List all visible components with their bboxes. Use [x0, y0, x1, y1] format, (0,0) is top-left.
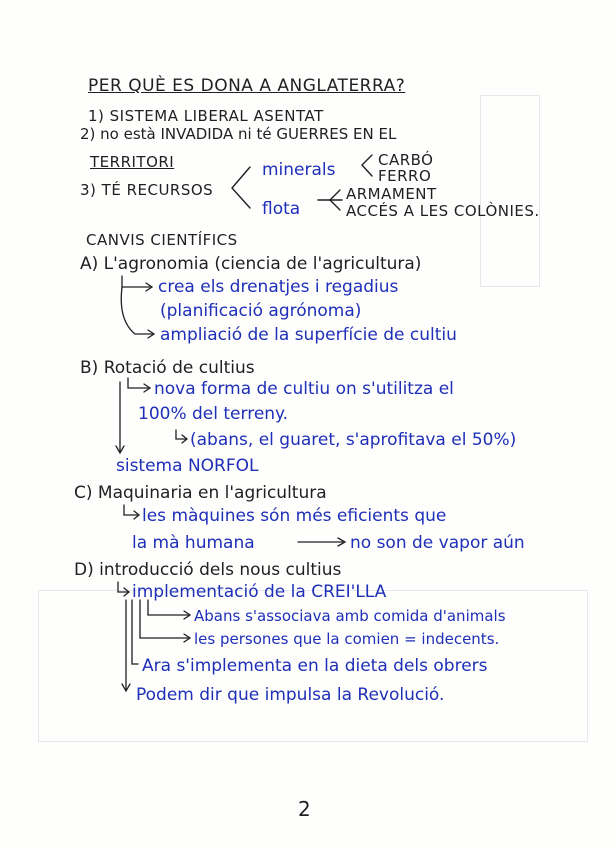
section-b-line2: 100% del terreny. [138, 404, 289, 424]
recurs-carbo: CARBÓ [378, 151, 434, 169]
section-b-line3: (abans, el guaret, s'aprofitava el 50%) [190, 430, 517, 450]
section-b-heading: B) Rotació de cultius [80, 358, 255, 378]
reason-2-cont: TERRITORI [90, 153, 175, 171]
section-c-heading: C) Maquinaria en l'agricultura [74, 483, 327, 503]
section-d-heading: D) introducció dels nous cultius [74, 560, 342, 580]
reason-2: 2) no està INVADIDA ni té GUERRES EN EL [80, 125, 397, 143]
section-title: CANVIS CIENTÍFICS [86, 231, 238, 249]
section-b-line1: nova forma de cultiu on s'utilitza el [154, 379, 454, 399]
section-d-line4: Ara s'implementa en la dieta dels obrers [142, 656, 488, 676]
reason-3: 3) TÉ RECURSOS [80, 181, 214, 199]
reason-1: 1) SISTEMA LIBERAL ASENTAT [88, 107, 324, 125]
section-c-line2a: la mà humana [132, 533, 255, 553]
section-a-line2: (planificació agrónoma) [160, 301, 362, 321]
page-number: 2 [298, 797, 311, 821]
section-a-heading: A) L'agronomia (ciencia de l'agricultura) [80, 254, 422, 274]
page-title: PER QUÈ ES DONA A ANGLATERRA? [88, 76, 406, 96]
section-d-line2: Abans s'associava amb comida d'animals [194, 607, 506, 625]
section-d-line3: les persones que la comien = indecents. [194, 630, 500, 648]
section-a-line1: crea els drenatjes i regadius [158, 277, 399, 297]
section-c-line2b: no son de vapor aún [350, 533, 525, 553]
section-b-line4: sistema NORFOL [116, 456, 259, 476]
section-a-line3: ampliació de la superfície de cultiu [160, 325, 457, 345]
recurs-minerals: minerals [262, 160, 336, 180]
section-d-line1: implementació de la CREI'LLA [132, 582, 387, 602]
recurs-acces-colonies: ACCÉS A LES COLÒNIES. [346, 202, 540, 220]
recurs-ferro: FERRO [378, 167, 432, 185]
recurs-armament: ARMAMENT [346, 185, 437, 203]
section-c-line1: les màquines són més eficients que [142, 506, 447, 526]
section-d-line5: Podem dir que impulsa la Revolució. [136, 685, 445, 705]
recurs-flota: flota [262, 199, 301, 219]
